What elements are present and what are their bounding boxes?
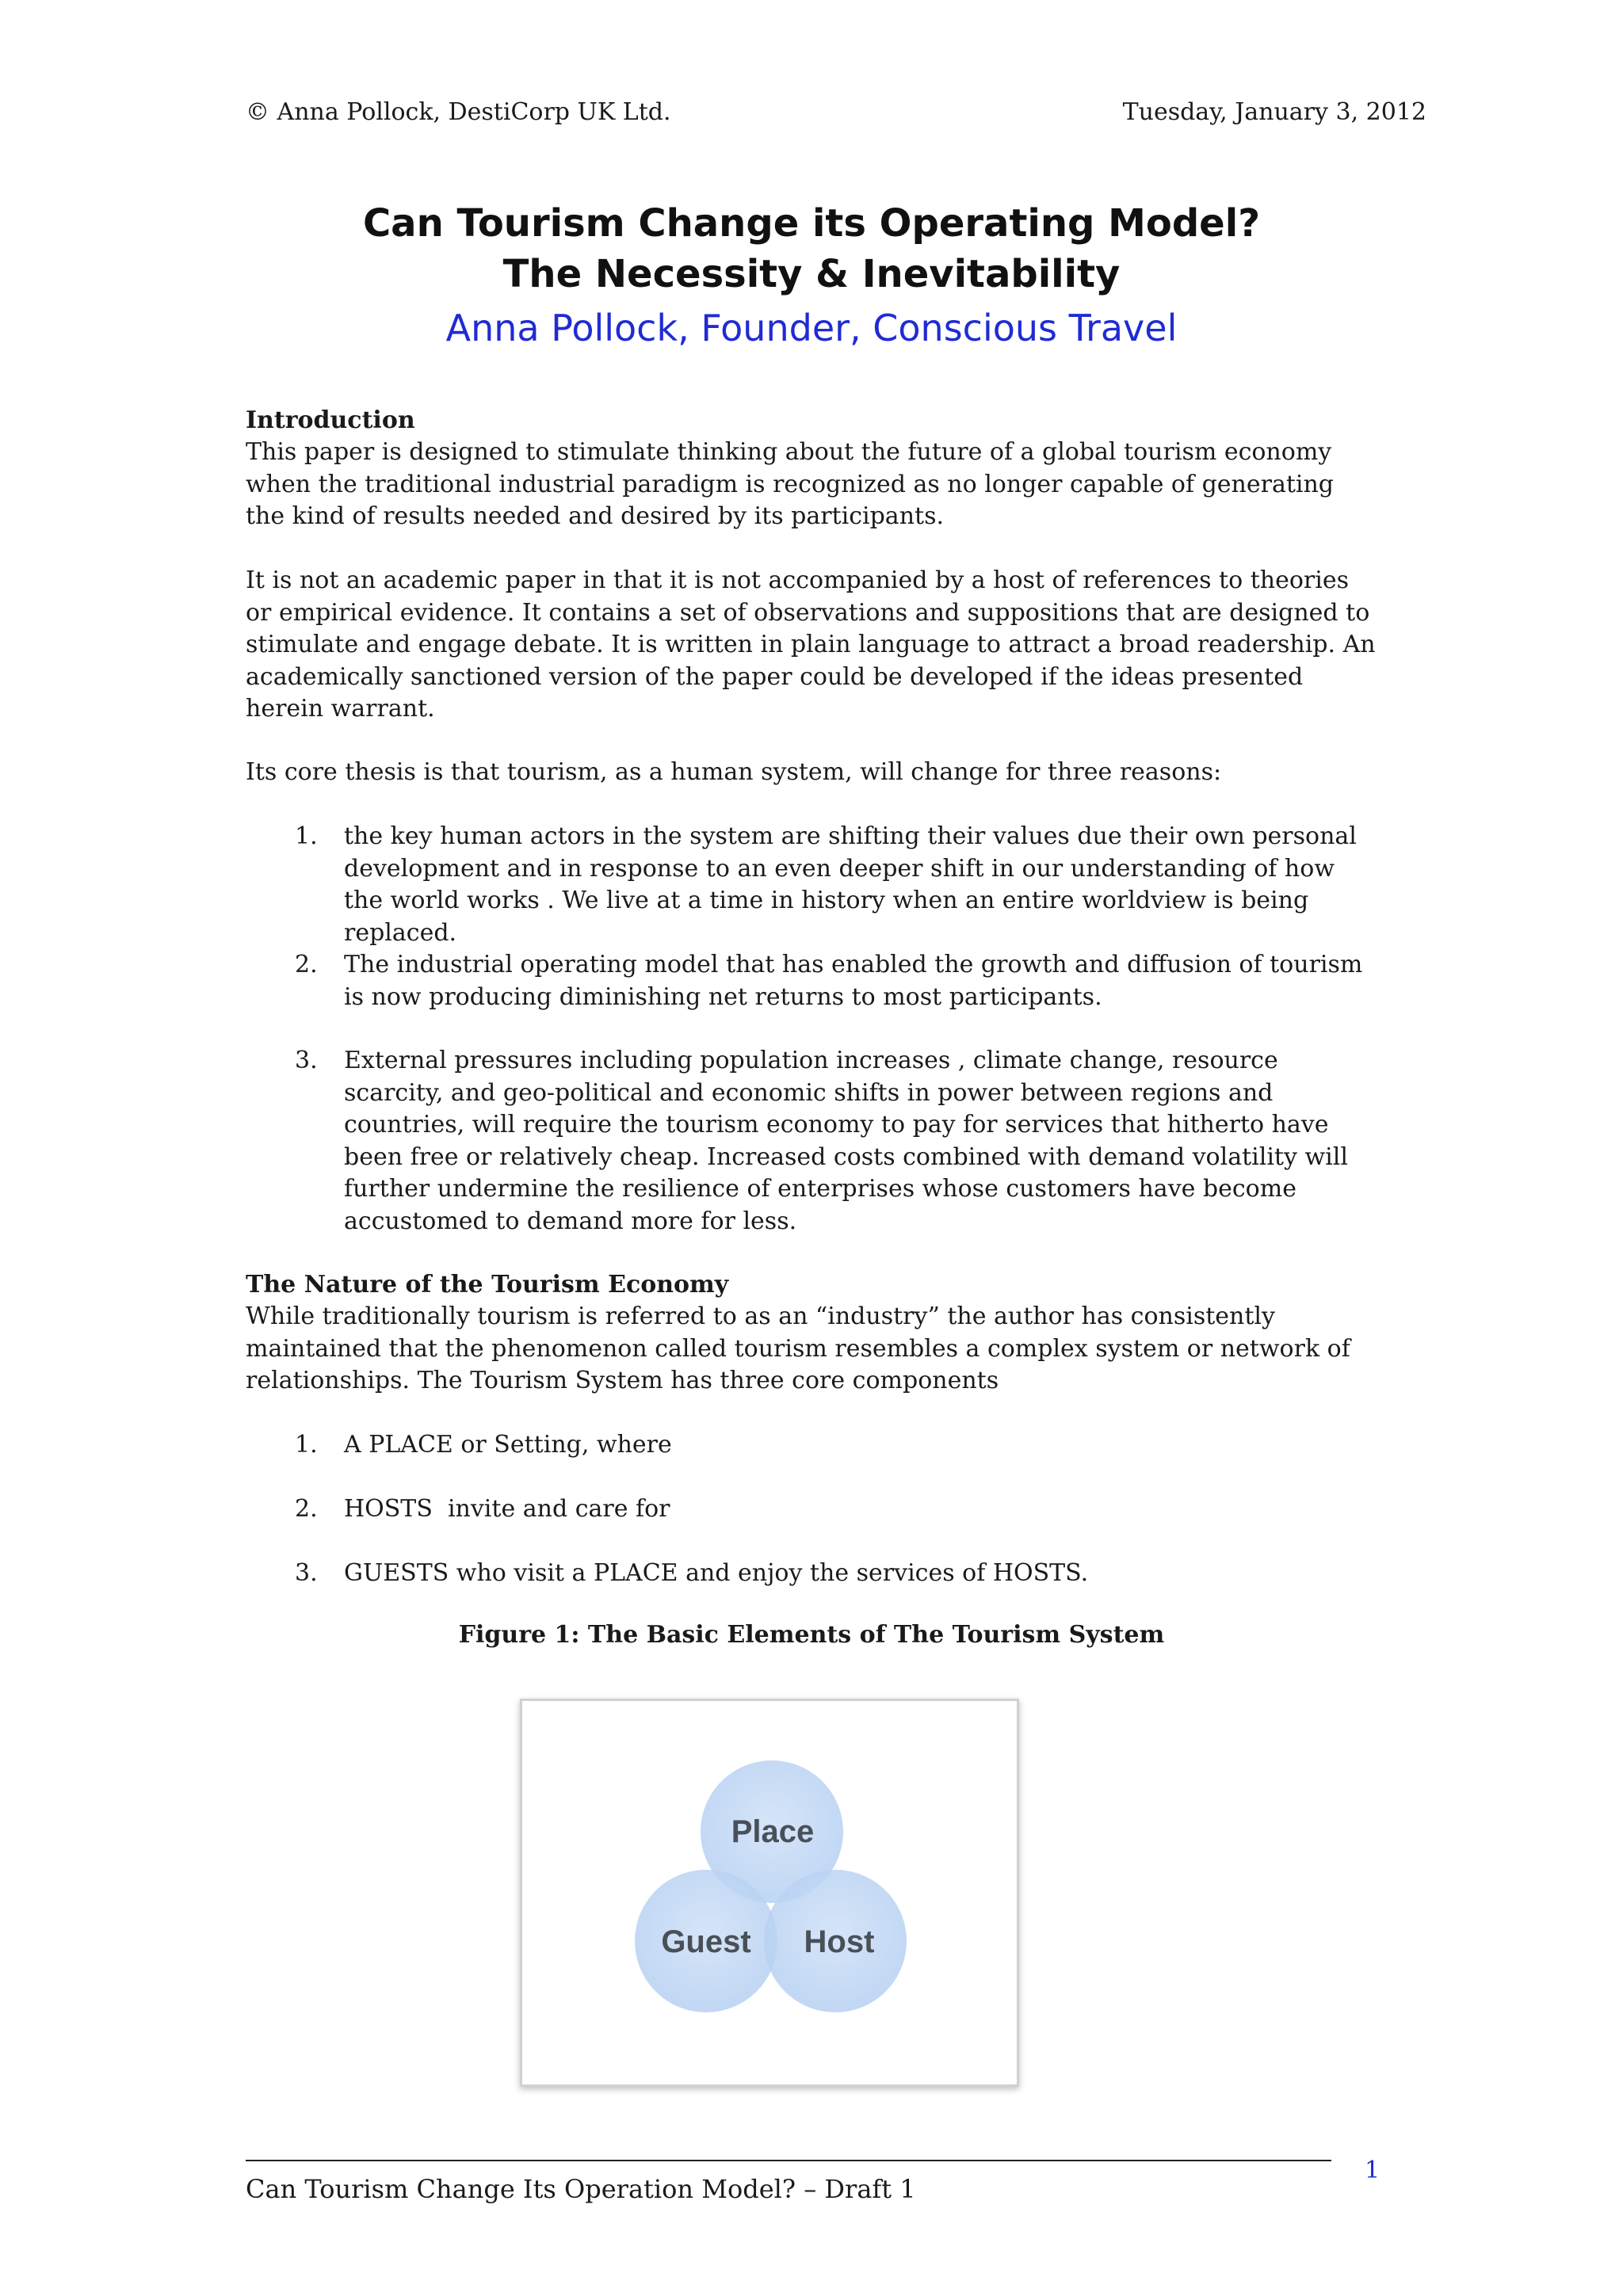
- page-number: 1: [1365, 2157, 1381, 2184]
- footer-title: Can Tourism Change Its Operation Model? – Draft 1: [246, 2174, 916, 2204]
- list-number: 3.: [295, 1047, 318, 1074]
- header-date: Tuesday, January 3, 2012: [1122, 98, 1426, 126]
- header-copyright: © Anna Pollock, DestiCorp UK Ltd.: [246, 98, 671, 126]
- intro-paragraph-2: It is not an academic paper in that it is not accompanied by a host of references to theories or empirical evidence. It contains a set of observations and suppositions that are designed to stimulate and engage debate. It is written in plain language to attract a broad readership. An academically sanctioned version of the paper could be developed if the ideas presented herein warrant.: [246, 566, 1376, 723]
- list-text: External pressures including population increases , climate change, resource scarcity, and geo-political and economic shifts in power between regions and countries, will require the tourism economy to pay for services that hitherto have been free or relatively cheap. Increased costs combined with demand volatility will further undermine the resilience of enterprises whose customers have become accustomed to demand more for less.: [344, 1047, 1348, 1235]
- list-text: HOSTS invite and care for: [344, 1495, 670, 1523]
- section-heading-nature: The Nature of the Tourism Economy: [246, 1271, 729, 1299]
- list-number: 3.: [295, 1559, 318, 1587]
- guest-label: Guest: [661, 1924, 751, 1959]
- title-block: [0, 198, 1623, 357]
- list-number: 1.: [295, 1431, 318, 1459]
- document-title: Can Tourism Change its Operating Model?: [362, 201, 1261, 246]
- intro-paragraph-3: Its core thesis is that tourism, as a human system, will change for three reasons:: [246, 758, 1222, 786]
- footer-divider: [246, 2160, 1331, 2161]
- list-text: The industrial operating model that has enabled the growth and diffusion of tourism is now producing diminishing net returns to most participants.: [344, 951, 1363, 1011]
- list-text: GUESTS who visit a PLACE and enjoy the services of HOSTS.: [344, 1559, 1089, 1587]
- section-heading-introduction: Introduction: [246, 406, 415, 434]
- list-text: the key human actors in the system are shifting their values due their own personal development and in response to an even deeper shift in our understanding of how the world works . We live at a time in history when an entire worldview is being replaced.: [344, 822, 1357, 947]
- venn-diagram: [522, 1701, 1017, 2084]
- author-line: Anna Pollock, Founder, Conscious Travel: [445, 307, 1178, 349]
- document-subtitle: The Necessity & Inevitability: [502, 252, 1121, 296]
- host-label: Host: [804, 1924, 875, 1959]
- figure-venn-diagram: [520, 1699, 1019, 2087]
- list-text: A PLACE or Setting, where: [344, 1431, 672, 1459]
- intro-paragraph-1: This paper is designed to stimulate thinking about the future of a global tourism economy when the traditional industrial paradigm is recognized as no longer capable of generating the kind of results needed and desired by its participants.: [246, 438, 1335, 530]
- list-number: 2.: [295, 1495, 318, 1523]
- place-label: Place: [731, 1814, 815, 1849]
- list-number: 2.: [295, 951, 318, 978]
- list-number: 1.: [295, 822, 318, 850]
- figure-caption: Figure 1: The Basic Elements of The Tourism System: [458, 1621, 1165, 1649]
- nature-paragraph-1: While traditionally tourism is referred to as an “industry” the author has consistently maintained that the phenomenon called tourism resembles a complex system or network of relationships. The Tourism System has three core components: [246, 1302, 1350, 1394]
